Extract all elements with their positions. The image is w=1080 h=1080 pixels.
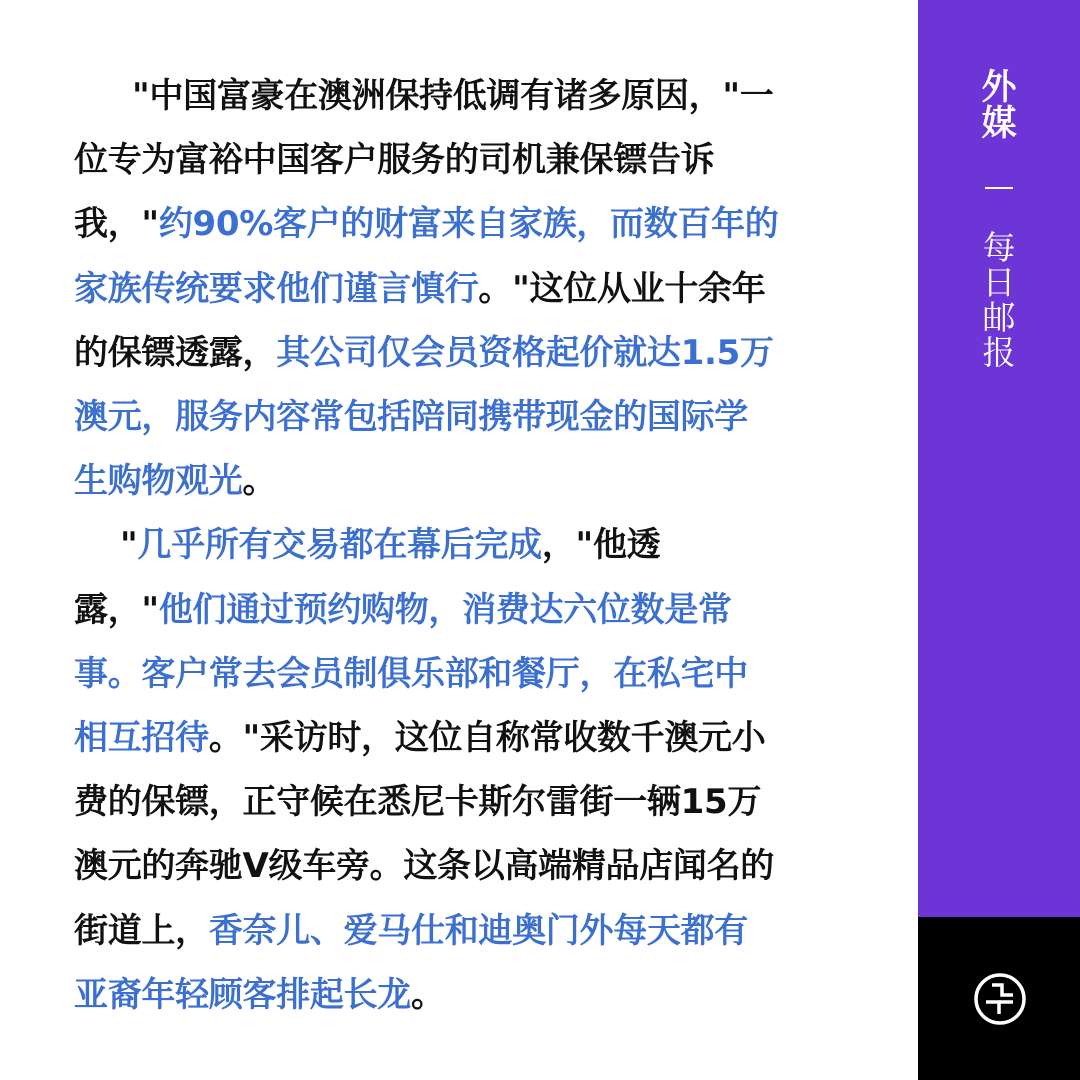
highlight-text: 香奈儿、爱马仕和迪奥门外每天都有 [208, 910, 749, 951]
sidebar-title [918, 70, 1080, 142]
highlight-text: 家族传统要求他们谨言慎行 [74, 268, 479, 309]
highlight-text: 生购物观光 [74, 461, 243, 502]
sidebar-panel [918, 0, 1080, 917]
highlight-text: 他们通过预约购物，消费达六位数是常 [158, 589, 732, 630]
sidebar-title-char: 外 [981, 68, 1017, 108]
sidebar-subtitle-char: 报 [982, 333, 1016, 372]
text: 露，" [74, 589, 159, 630]
highlight-text: 约90%客户的财富来自家族，而数百年的 [158, 204, 779, 245]
text: 。 [411, 974, 445, 1015]
sidebar-divider [985, 187, 1013, 189]
text: ，"他透 [541, 525, 661, 566]
text: " [120, 525, 138, 566]
highlight-text: 几乎所有交易都在幕后完成 [137, 525, 542, 566]
paragraph-1 [74, 64, 840, 513]
sidebar-subtitle [918, 230, 1080, 370]
highlight-text: 相互招待 [74, 718, 209, 759]
text: 我，" [74, 204, 159, 245]
sidebar-subtitle-char: 日 [982, 263, 1016, 302]
highlight-text: 澳元，服务内容常包括陪同携带现金的国际学 [74, 397, 748, 438]
article-body [74, 64, 840, 1027]
text: 澳元的奔驰V级车旁。这条以高端精品店闻名的 [74, 846, 775, 887]
sidebar-subtitle-char: 每 [982, 228, 1016, 267]
text: 的保镖透露， [74, 332, 277, 373]
text: 。 [242, 461, 277, 502]
text: 位专为富裕中国客户服务的司机兼保镖告诉 [74, 140, 715, 181]
text: 街道上， [74, 910, 209, 951]
highlight-text: 事。客户常去会员制俱乐部和餐厅，在私宅中 [74, 653, 748, 694]
highlight-text: 亚裔年轻顾客排起长龙 [74, 974, 411, 1015]
highlight-text: 其公司仅会员资格起价就达1.5万 [276, 332, 774, 373]
sidebar-subtitle-char: 邮 [982, 298, 1016, 337]
text: "中国富豪在澳洲保持低调有诸多原因，"一 [132, 76, 774, 116]
text: 。"采访时，这位自称常收数千澳元小 [208, 718, 766, 759]
sidebar-title-char: 媒 [981, 104, 1017, 144]
circle-logo-icon [973, 972, 1027, 1026]
text: 费的保镖，正守候在悉尼卡斯尔雷街一辆15万 [74, 782, 762, 823]
logo-panel [918, 917, 1080, 1080]
paragraph-2 [74, 513, 840, 1027]
text: 。"这位从业十余年 [478, 268, 766, 309]
